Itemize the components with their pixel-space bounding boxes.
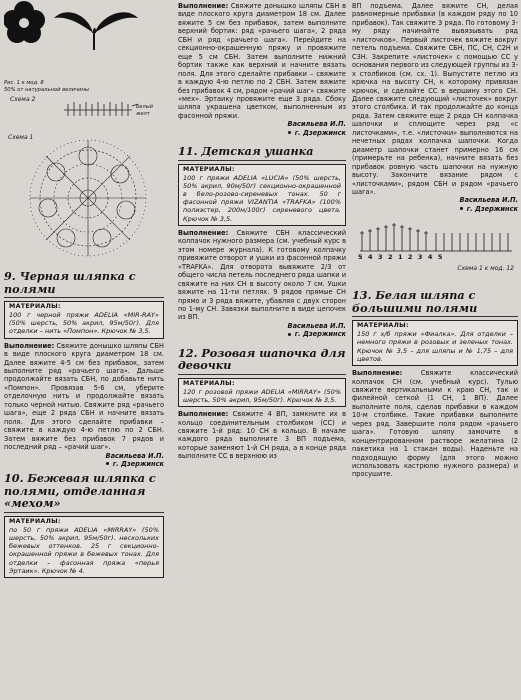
- article-12-method: [178, 410, 346, 461]
- article-11: [178, 145, 346, 339]
- article-9: [4, 270, 164, 468]
- article-12-materials: [178, 378, 346, 407]
- materials-text: по 50 г пряжи ADELIA «MIRRAY» (50% шерсть, 50% акрил, 95м/50г). нескольких бежевых оттенков. 25 г секционно-окрашенной пряжи в бежевых тонах. Для отделки – фасонная пряжа «перья Эртаик». Крючок № 4.: [9, 525, 159, 575]
- white-yarn-label: Белый желт: [136, 104, 153, 117]
- materials-text: 100 г черной пряжи ADELIA «MIR-RAY» (50% шерсть, 50% акрил, 95м/50г). Для отделки – нить «Помпон». Крючок № 3,5.: [9, 311, 159, 336]
- method-heading: Выполнение:: [178, 228, 229, 237]
- method-heading: Выполнение:: [178, 2, 229, 10]
- article-12-title: 12. Розовая шапочка для девочки: [178, 347, 346, 375]
- scheme-1-diagram: [10, 134, 160, 264]
- crochet-schemes: [4, 94, 164, 264]
- method-heading: Выполнение:: [4, 341, 55, 350]
- article-11-materials: [178, 164, 346, 226]
- article-12-signature: Васильева И.П.: [459, 196, 518, 205]
- scheme-caption: Схема 1 к мод. 12: [457, 265, 514, 273]
- materials-text: 150 г х/б пряжи «Фиалка». Для отделки – немного пряжи в розовых и зеленых тонах. Крючок № 3,5 – для шляпы и № 1,75 – для цветов.: [357, 330, 513, 363]
- article-11-city: г. Дзержинск: [178, 330, 346, 338]
- article-11-title: 11. Детская ушанка: [178, 145, 346, 161]
- article-10-city: г. Дзержинск: [178, 129, 346, 137]
- scheme-2-diagram: [4, 94, 164, 134]
- method-text: Свяжите СБН классический колпачок нужного размера (см. учебный курс в этом номере журнала). К готовому колпачку привяжите отворот и ушки из фасонной пряжи «TRAFKA». Для отворота вывяжите 2/3 от общего числа петель последнего ряда шапки и свяжите на них СН в высоту около 7 см. Ушки вяжите на 11-ти петлях. 9 рядов прямые СН прямо и 3 ряда вяжите, убавляя с двух сторон по 1-му СН. Завязки выполните в виде цепочек из ВП.: [178, 228, 346, 322]
- figure-caption: Рис. 1 к мод. 8: [4, 80, 44, 86]
- chart-row-numbers: 5 4 3 2 1 2 3 4 5: [358, 253, 445, 262]
- figure-caption-scale: 50% от натуральной величины: [4, 87, 89, 93]
- column-3: [352, 2, 518, 479]
- method-heading: Выполнение:: [178, 410, 229, 419]
- article-9-city: г. Дзержинск: [4, 460, 164, 468]
- scheme-1-mod-12: [352, 217, 518, 275]
- article-13-title: 13. Белая шляпа с большими полями: [352, 289, 518, 317]
- scheme-1-label: Схема 1: [8, 134, 34, 141]
- column-1: [4, 0, 164, 578]
- article-10: [4, 472, 164, 578]
- article-13-materials: [352, 320, 518, 366]
- article-9-signature: Васильева И.П.: [105, 451, 164, 460]
- article-13: [352, 289, 518, 479]
- article-12-method-continued: ВП подъема. Далее вяжите СН, делая равномерные прибавки (в каждом ряду по 10 прибавок). Так свяжите 3 ряда. По готовому 3-му ряду начинайте вывязывать ряд «листочков». Первый листочек вяжите вокруг петель подъема. Свяжите СБН, ПС, СН, С2Н и С3Н. Закрепите «листочек» с помощью СС у основания первого из следующей группы из 3-х столбиков (см. сх. 1). Выпустите петлю из крючка на высоту СН, к которому привязан крючок, и сделайте СС в вершину этого СН. Далее свяжите следующий «листочек» вокруг этого столбика. И так продолжайте до конца ряда. Затем свяжите еще 2 ряда СН колпачка шапочки и сплющите через ряд «с листочками», т.е. «листочки» выполняются на нечетных рядах колпачка шапочки. Когда диаметр шапочки станет примерно 16 см (примерьте на ребенка), начните вязать без прибавок ровную часть шапочки на нужную высоту. Закончите вязание рядом с «листочками», рядом СБН и рядом «рачьего шага».: [352, 2, 518, 196]
- method-heading: Выполнение:: [352, 369, 403, 378]
- method-text: Свяжите донышко шляпы СБН в виде плоского круга диаметром 18 см. Далее вяжите 4-5 см без прибавок, затем выполните ряд «рачьего шага». Дальше продолжайте вязать СБН, по добавьте нить «Помпон». Провязав 5-6 см, уберите отделочную нить и продолжайте вязать только черной нитью. Свяжите ряд «рачьего шага», еще 2 ряда СБН и начните вязать поля. Для этого сделайте прибавки – свяжите в каждую 4-ю петлю по 2 СБН. Затем вяжите без прибавок 7 рядов и последний ряд – «рачий шаг».: [4, 341, 164, 452]
- method-text: Свяжите 4 ВП, замкните их в кольцо соединительным столбиком (СС) и свяжите 1-й ряд: 10 СН в кольцо. В начале каждого ряда выполните 3 ВП подъема, которые заменяют 1-й СН ряда, а в конце ряда выполните СС в верхнюю из: [178, 410, 346, 461]
- article-12: [178, 347, 346, 461]
- method-text: Свяжите донышко шляпы СБН в виде плоского круга диаметром 18 см. Далее вяжите 5 см без прибавок, затем выполните верхний бортик: ряд «рачьего шага», 2 ряда СБН и ряд «рачьего шага». Перейдите на секционно-окрашенную пряжу и провяжите еще 5 см СБН. Затем выполните нижний бортик также как верхний и начните вязать поля. Для этого сделайте прибавки – свяжите в каждую 4-ю петлю по 2 СБН. Затем вяжите без прибавок 4 см, рядом «рачий шаг» свяжите «мех». Эртаику провяжите еще 3 ряда. Сбоку шляпа украшена цветком, выполненным из фасонной пряжи.: [178, 2, 346, 120]
- materials-text: 120 г розовой пряжи ADELIA «MIRRAY» (50% шерсть, 50% акрил, 95м/50г). Крючок № 3,5.: [183, 387, 341, 404]
- article-11-method: [178, 229, 346, 322]
- materials-heading: МАТЕРИАЛЫ:: [357, 322, 409, 330]
- article-12-city: г. Дзержинск: [352, 205, 518, 213]
- article-9-materials: [4, 301, 164, 339]
- article-10-signature: Васильева И.П.: [287, 120, 346, 129]
- end-mark-icon: [460, 207, 463, 210]
- article-10-title: 10. Бежевая шляпка с полями, отделанная «мехом»: [4, 472, 164, 513]
- scheme-2-label: Схема 2: [10, 96, 36, 103]
- column-2: [178, 2, 346, 461]
- materials-heading: МАТЕРИАЛЫ:: [9, 517, 61, 525]
- article-13-method: [352, 369, 518, 479]
- article-10-materials: [4, 516, 164, 578]
- materials-text: 100 г пряжи ADELIA «LUCIA» (50% шерсть, 50% акрил, 90м/50г) секционно-окрашенной в бело-розово-сиреневых тонах. 50 г фасонной пряжи VIZANTIA «TRAFKA» (100% полиэстер, 200м/100г) сиреневого цвета. Крючок № 3,5.: [183, 173, 341, 223]
- article-9-method: [4, 342, 164, 452]
- end-mark-icon: [288, 333, 291, 336]
- end-mark-icon: [288, 131, 291, 134]
- flower-motif-illustration: [4, 0, 164, 84]
- method-text: Свяжите классический колпачок СН (см. учебный курс). Тулью свяжите вертикальными к краю СН, так и филейной сеткой (1 СН, 1 ВП). Далее выполните поля, сделав прибавки в каждом 10-м столбике. Такие прибавки выполните через ряд. Завершите поля рядом «рачьего шага». Готовую шляпу замочите в концентрированном растворе желатина (2 пакетика на 1 стакан воды). Наденьте на подходящую форму (для этого можно использовать кастрюлю нужного размера) и просушите.: [352, 369, 518, 479]
- end-mark-icon: [106, 462, 109, 465]
- materials-heading: МАТЕРИАЛЫ:: [183, 379, 235, 387]
- article-9-title: 9. Черная шляпка с полями: [4, 270, 164, 298]
- article-10-method: [178, 2, 346, 120]
- article-11-signature: Васильева И.П.: [287, 321, 346, 330]
- materials-heading: МАТЕРИАЛЫ:: [183, 165, 235, 173]
- materials-heading: МАТЕРИАЛЫ:: [9, 303, 61, 310]
